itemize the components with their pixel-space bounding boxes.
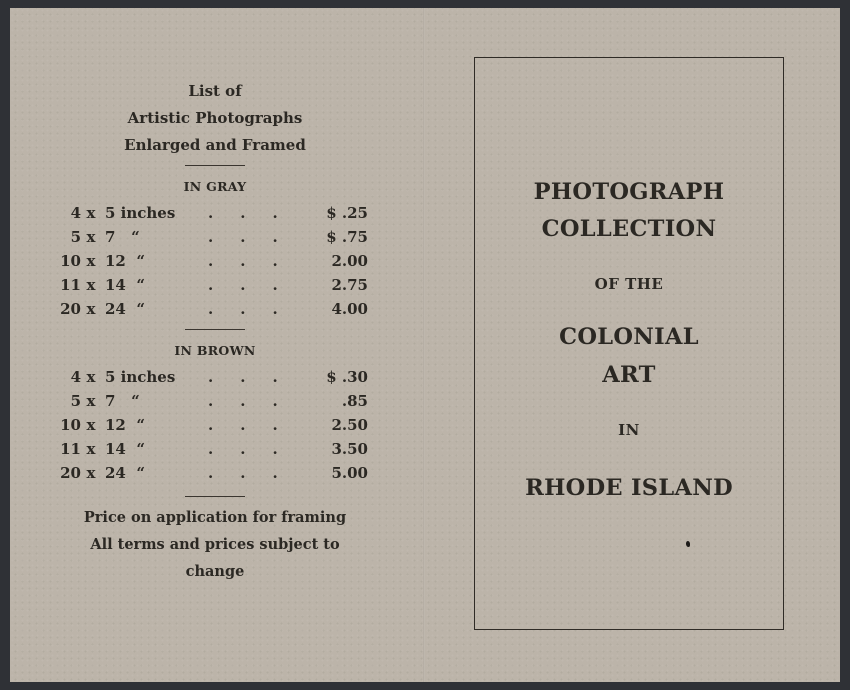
price: 2.00 [331,252,368,270]
price-row [0,252,400,274]
cover-title-collection: COLLECTION [541,216,717,242]
divider [185,165,245,166]
size-width: 5 [70,228,81,246]
size-height: 14 “ [105,440,145,458]
size-height: 24 “ [105,300,145,318]
cover-title-rhode-island: RHODE ISLAND [525,475,733,501]
size-height: 12 “ [105,416,145,434]
size-width: 11 [60,440,81,458]
price: 3.50 [331,440,368,458]
size-x: x [86,276,96,294]
size-width: 20 [60,464,81,482]
price-row [0,464,400,486]
section-label-gray: IN GRAY [183,179,247,194]
price: 5.00 [331,464,368,482]
price: 2.50 [331,416,368,434]
footer-line-3: change [185,563,245,580]
size-width: 10 [60,416,81,434]
leader-dots: ... [208,416,305,434]
price-row [0,276,400,298]
size-width: 4 [70,204,81,222]
price: 2.75 [331,276,368,294]
price: $ .30 [326,368,368,386]
size-width: 5 [70,392,81,410]
heading-line-3: Enlarged and Framed [124,136,306,154]
size-width: 10 [60,252,81,270]
leader-dots: ... [208,300,305,318]
price-row [0,204,400,226]
footer-line-2: All terms and prices subject to [90,536,340,553]
divider [185,496,245,497]
leader-dots: ... [208,252,305,270]
size-x: x [86,204,96,222]
price-row [0,368,400,390]
price: $ .75 [326,228,368,246]
size-height: 5 inches [105,368,176,386]
divider [185,329,245,330]
footer-line-1: Price on application for framing [83,509,347,526]
size-x: x [86,464,96,482]
size-x: x [86,416,96,434]
leader-dots: ... [208,276,305,294]
size-x: x [86,440,96,458]
size-width: 11 [60,276,81,294]
size-height: 7 “ [105,228,140,246]
price: 4.00 [331,300,368,318]
size-x: x [86,368,96,386]
size-width: 4 [70,368,81,386]
leader-dots: ... [208,464,305,482]
cover-title-photograph: PHOTOGRAPH [533,179,725,205]
leader-dots: ... [208,392,305,410]
cover-title-art: ART [602,362,656,388]
section-label-brown: IN BROWN [174,343,256,358]
price: $ .25 [326,204,368,222]
size-x: x [86,392,96,410]
price: .85 [341,392,368,410]
leader-dots: ... [208,204,305,222]
heading-line-1: List of [188,82,242,100]
price-row [0,440,400,462]
size-width: 20 [60,300,81,318]
leader-dots: ... [208,440,305,458]
size-height: 12 “ [105,252,145,270]
price-row [0,300,400,322]
price-row [0,416,400,438]
heading-line-2: Artistic Photographs [127,109,303,127]
price-row [0,228,400,250]
size-x: x [86,228,96,246]
cover-in: IN [618,421,640,439]
size-height: 14 “ [105,276,145,294]
cover-of-the: OF THE [594,275,664,293]
leader-dots: ... [208,368,305,386]
price-row [0,392,400,414]
size-height: 24 “ [105,464,145,482]
ink-speck [686,541,690,547]
size-height: 5 inches [105,204,176,222]
leader-dots: ... [208,228,305,246]
size-x: x [86,252,96,270]
size-height: 7 “ [105,392,140,410]
size-x: x [86,300,96,318]
cover-title-colonial: COLONIAL [559,324,699,350]
